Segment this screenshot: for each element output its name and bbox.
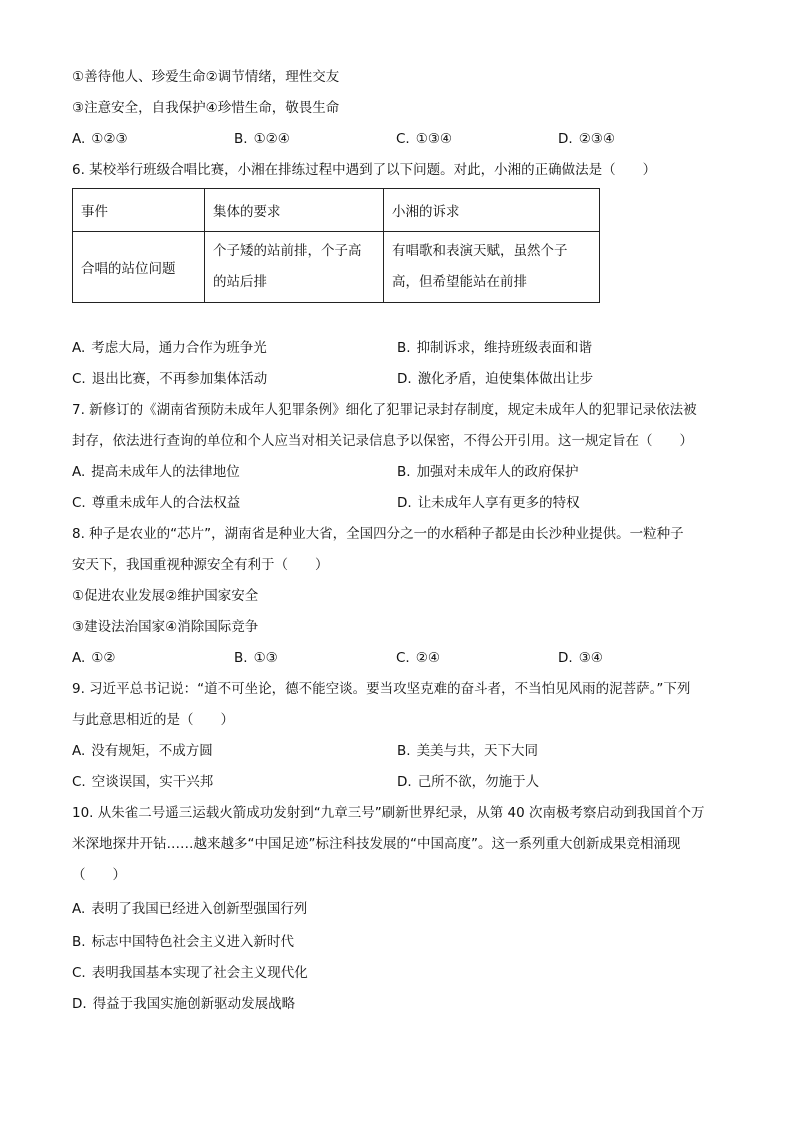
- q8-option-a[interactable]: A. ①②: [72, 650, 116, 666]
- table-header-event: 事件: [73, 189, 205, 232]
- q9-options-row-2: [72, 767, 722, 798]
- table-cell-personal: 有唱歌和表演天赋，虽然个子 高，但希望能站在前排: [384, 232, 600, 303]
- q8-option-d[interactable]: D. ③④: [558, 650, 603, 666]
- q5-statement-1: ①善待他人、珍爱生命②调节情绪，理性交友: [72, 69, 340, 85]
- q9-options-row-1: [72, 736, 722, 767]
- q10-option-a[interactable]: A. 表明了我国已经进入创新型强国行列: [72, 901, 308, 917]
- q10-stem-line-3: （ ）: [72, 867, 126, 883]
- q6-stem: 6. 某校举行班级合唱比赛，小湘在排练过程中遇到了以下问题。对此，小湘的正确做法是（ ）: [72, 162, 657, 178]
- q6-options-row-1: [72, 333, 722, 364]
- q6-option-d[interactable]: D. 激化矛盾，迫使集体做出让步: [397, 371, 594, 387]
- q7-stem-line-1: 7. 新修订的《湖南省预防未成年人犯罪条例》细化了犯罪记录封存制度，规定未成年人的犯罪记录依法被: [72, 402, 697, 418]
- table-header-row: [73, 189, 600, 232]
- q9-stem-line-1: 9. 习近平总书记说：“道不可坐论，德不能空谈。要当攻坚克难的奋斗者，不当怕见风雨的泥菩萨。”下列: [72, 681, 691, 697]
- q6-option-c[interactable]: C. 退出比赛，不再参加集体活动: [72, 371, 268, 387]
- q7-option-c[interactable]: C. 尊重未成年人的合法权益: [72, 495, 241, 511]
- q8-stem-line-1: 8. 种子是农业的“芯片”，湖南省是种业大省，全国四分之一的水稻种子都是由长沙种业提供。一粒种子: [72, 526, 684, 542]
- q8-option-b[interactable]: B. ①③: [234, 650, 278, 666]
- q7-options-row-1: [72, 457, 722, 488]
- q7-stem-line-2: 封存，依法进行查询的单位和个人应当对相关记录信息予以保密，不得公开引用。这一规定旨在（ ）: [72, 433, 693, 449]
- table-cell-event: 合唱的站位问题: [73, 232, 205, 303]
- q10-stem-line-2: 米深地探井开钻……越来越多“中国足迹”标注科技发展的“中国高度”。这一系列重大创新成果竞相涌现: [72, 836, 681, 852]
- q5-option-c[interactable]: C. ①③④: [396, 131, 453, 147]
- q10-option-d[interactable]: D. 得益于我国实施创新驱动发展战略: [72, 996, 296, 1012]
- q8-stem-line-2: 安天下，我国重视种源安全有利于（ ）: [72, 557, 329, 573]
- q7-option-b[interactable]: B. 加强对未成年人的政府保护: [397, 464, 579, 480]
- q6-option-b[interactable]: B. 抑制诉求，维持班级表面和谐: [397, 340, 593, 356]
- q6-table: [72, 188, 600, 303]
- q6-option-a[interactable]: A. 考虑大局，通力合作为班争光: [72, 340, 267, 356]
- q7-option-a[interactable]: A. 提高未成年人的法律地位: [72, 464, 240, 480]
- q8-option-c[interactable]: C. ②④: [396, 650, 440, 666]
- q10-option-c[interactable]: C. 表明我国基本实现了社会主义现代化: [72, 965, 308, 981]
- q6-options-row-2: [72, 364, 722, 395]
- q8-statement-1: ①促进农业发展②维护国家安全: [72, 588, 259, 604]
- q9-option-a[interactable]: A. 没有规矩，不成方圆: [72, 743, 213, 759]
- q7-options-row-2: [72, 488, 722, 519]
- q8-statement-2: ③建设法治国家④消除国际竞争: [72, 619, 259, 635]
- table-header-collective: 集体的要求: [205, 189, 384, 232]
- q7-option-d[interactable]: D. 让未成年人享有更多的特权: [397, 495, 580, 511]
- q9-option-b[interactable]: B. 美美与共，天下大同: [397, 743, 539, 759]
- q9-option-d[interactable]: D. 己所不欲，勿施于人: [397, 774, 540, 790]
- q5-option-b[interactable]: B. ①②④: [234, 131, 290, 147]
- q10-option-b[interactable]: B. 标志中国特色社会主义进入新时代: [72, 934, 295, 950]
- q8-options: [72, 643, 722, 674]
- q5-option-d[interactable]: D. ②③④: [558, 131, 615, 147]
- table-row: [73, 232, 600, 303]
- exam-page: [72, 62, 722, 1020]
- q10-stem-line-1: 10. 从朱雀二号遥三运载火箭成功发射到“九章三号”刷新世界纪录，从第 40 次南极考察启动到我国首个万: [72, 805, 705, 821]
- q9-stem-line-2: 与此意思相近的是（ ）: [72, 712, 234, 728]
- q5-option-a[interactable]: A. ①②③: [72, 131, 128, 147]
- q5-statement-2: ③注意安全，自我保护④珍惜生命，敬畏生命: [72, 100, 340, 116]
- table-header-personal: 小湘的诉求: [384, 189, 600, 232]
- table-cell-collective: 个子矮的站前排，个子高 的站后排: [205, 232, 384, 303]
- q5-options: [72, 124, 722, 155]
- q9-option-c[interactable]: C. 空谈误国，实干兴邦: [72, 774, 214, 790]
